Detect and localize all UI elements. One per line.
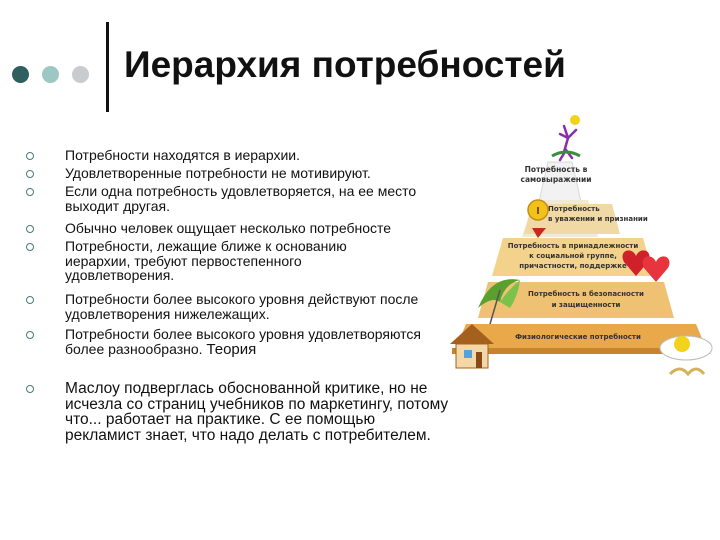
bullet-text: Обычно человек ощущает несколько потребносте [65,220,392,236]
bullet-text: Потребности более высокого уровня действуют после удовлетворения нижележащих. [65,291,419,322]
dot-gray [72,66,89,83]
dot-teal [42,66,59,83]
decorative-dots [12,66,102,86]
tier-label: Потребность в безопасности [528,290,644,298]
tier-label: самовыражении [520,175,592,184]
bullet-text: Если одна потребность удовлетворяется, на ее место выходит другая. [65,183,417,214]
bullet-text-main: Потребности более высокого уровня удовлетворяются более разнообразно. [65,326,422,357]
figure-icon [552,115,580,160]
bullet-text: Удовлетворенные потребности не мотивируют. [65,165,371,181]
bullet-marker [26,170,34,178]
tier-label: Потребность [548,205,600,213]
bullet-marker [26,188,34,196]
bullet-marker [26,243,34,251]
tier-label: Потребность в принадлежности [507,242,639,250]
bullet-text: Потребности, лежащие ближе к основанию иерархии, требуют первостепенного удовлетворения. [65,238,347,283]
bullet-marker [26,296,34,304]
tier-label: Физиологические потребности [515,333,641,341]
tier-label: и защищенности [551,301,621,309]
tier-label: причастности, поддержке [519,262,627,270]
title-divider [106,22,109,112]
bullet-marker [26,225,34,233]
bullet-marker [26,331,34,339]
tier-label: к социальной группе, [529,252,617,260]
bullet-text-tail: Теория [206,340,257,358]
bullet-text [65,327,430,357]
bullet-text: Маслоу подверглась обоснованной критике, но не исчезла со страниц учебников по маркетингу, потому что... работает на практике. С ее помощью рекламист знает, что надо делать с потребителем. [65,380,449,444]
bullet-marker [26,152,34,160]
tier-label: Потребность в [524,165,588,174]
page-title: Иерархия потребностей [124,44,566,85]
bullet-marker [26,385,34,393]
svg-text:I: I [536,206,540,217]
maslow-pyramid [448,112,720,512]
tier-label: в уважении и признании [548,215,648,223]
dot-dark [12,66,29,83]
bullet-text: Потребности находятся в иерархии. [65,147,301,163]
food-icon [660,336,712,374]
hearts-icon [623,250,670,282]
